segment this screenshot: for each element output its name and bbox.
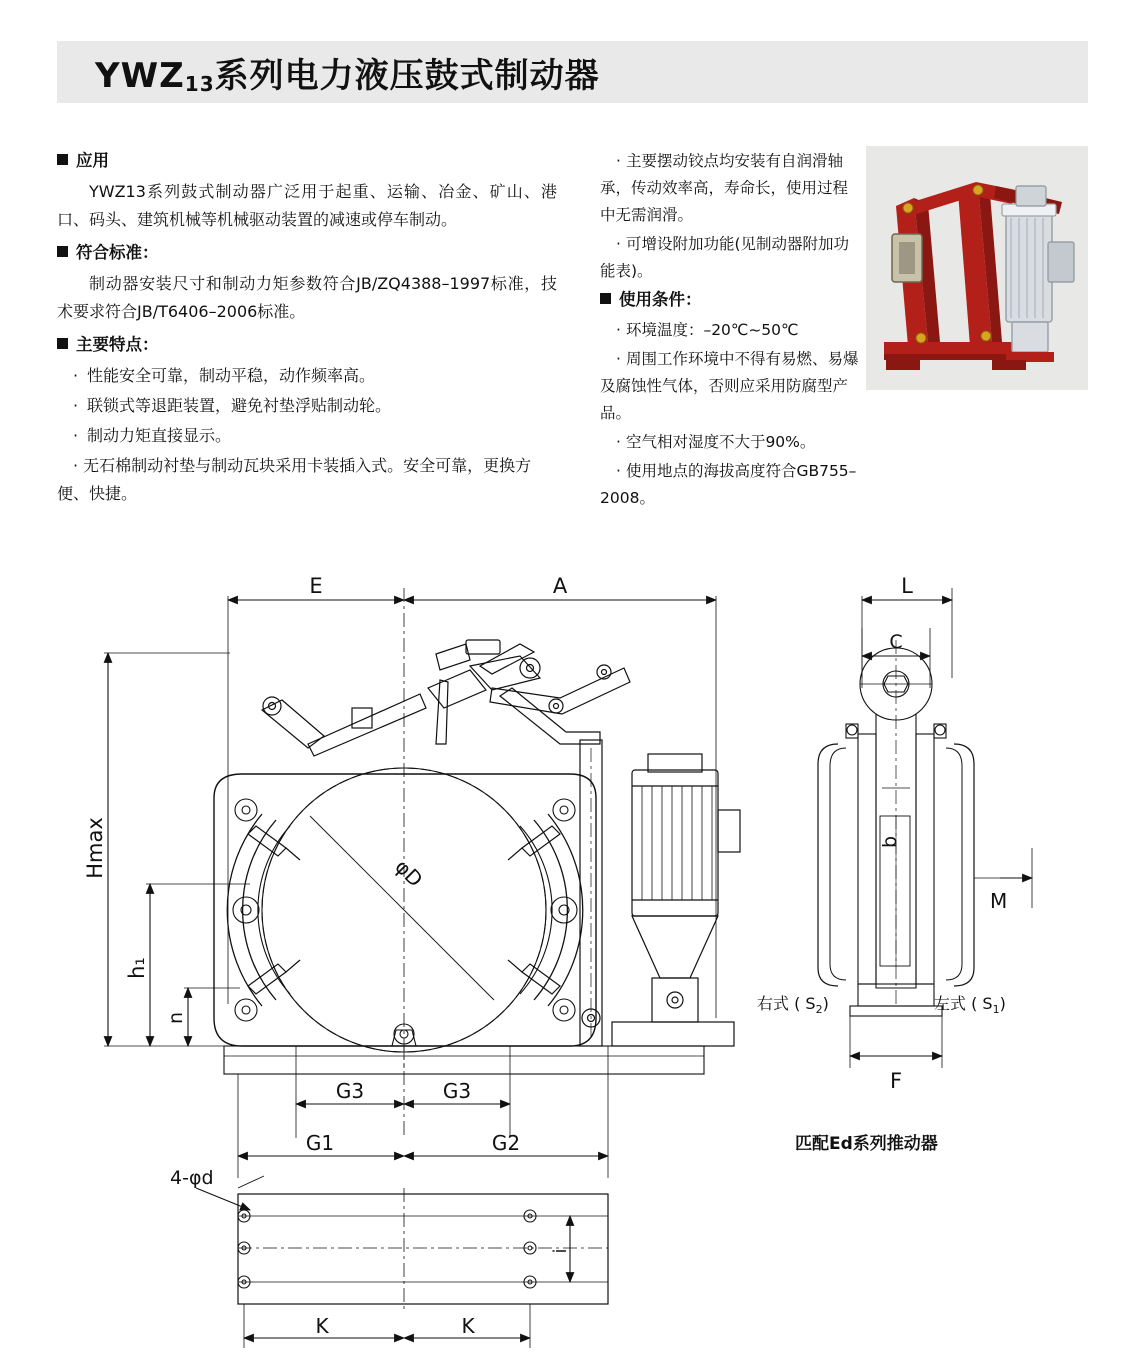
advantage-item	[600, 148, 862, 229]
advantage-item	[600, 231, 862, 285]
standards-paragraph: 制动器安装尺寸和制动力矩参数符合JB/ZQ4388–1997标准，技术要求符合JB/T6406–2006标准。	[57, 274, 557, 321]
feature-item	[57, 422, 557, 450]
dot-icon: ·	[616, 433, 621, 451]
caption-left-type-sub: 1	[992, 1003, 1000, 1017]
dim-label-phiD: φD	[390, 854, 428, 892]
section-heading-application-label: 应用	[76, 151, 109, 170]
dot-icon: ·	[73, 456, 79, 475]
condition-item-label: 环境温度：–20℃~50℃	[625, 321, 799, 339]
dot-icon: ·	[616, 235, 621, 253]
condition-item	[600, 317, 862, 344]
feature-item-label: 性能安全可靠，制动平稳，动作频率高。	[87, 366, 376, 385]
page-title-bar	[57, 41, 1088, 103]
section-heading-standards	[57, 240, 557, 266]
caption-right-type-sub: 2	[815, 1003, 823, 1017]
feature-item	[57, 452, 557, 508]
feature-item-label: 联锁式等退距装置，避免衬垫浮贴制动轮。	[87, 396, 392, 415]
condition-item-label: 周围工作环境中不得有易燃、易爆及腐蚀性气体，否则应采用防腐型产品。	[600, 350, 859, 422]
page-title-subscript: 13	[184, 71, 215, 96]
section-heading-application	[57, 148, 557, 174]
caption-right-type-end: )	[822, 994, 829, 1013]
dim-label-G3-right: G3	[442, 1079, 472, 1103]
product-photo	[866, 146, 1088, 390]
bullet-square-icon	[600, 293, 611, 304]
dim-label-M: M	[990, 889, 1008, 913]
caption-actuator-series: 匹配Ed系列推动器	[795, 1134, 938, 1154]
dim-label-i: i	[550, 1248, 571, 1254]
section-heading-standards-label: 符合标准：	[76, 243, 159, 262]
product-photo-illustration	[866, 146, 1088, 390]
section-heading-features-label: 主要特点：	[76, 335, 159, 354]
feature-item-label: 无石棉制动衬垫与制动瓦块采用卡装插入式。安全可靠，更换方便、快捷。	[57, 456, 532, 503]
condition-item	[600, 429, 862, 456]
feature-item	[57, 392, 557, 420]
dim-label-hole: 4-φd	[170, 1167, 214, 1189]
condition-item	[600, 346, 862, 427]
dim-label-G3-left: G3	[335, 1079, 365, 1103]
application-paragraph: YWZ13系列鼓式制动器广泛用于起重、运输、冶金、矿山、港口、码头、建筑机械等机械驱动装置的减速或停车制动。	[57, 182, 557, 229]
dim-label-E: E	[309, 574, 323, 598]
caption-left-type-label: 左式 ( S	[934, 994, 993, 1013]
caption-right-type	[757, 991, 829, 1016]
dim-label-C: C	[889, 631, 903, 653]
feature-item-label: 制动力矩直接显示。	[87, 426, 232, 445]
middle-text-column	[600, 148, 862, 514]
bullet-square-icon	[57, 154, 68, 165]
dim-label-Hmax: Hmax	[83, 817, 107, 879]
condition-item-label: 空气相对湿度不大于90%。	[625, 433, 816, 451]
caption-right-type-label: 右式 ( S	[757, 994, 816, 1013]
dim-label-G2: G2	[491, 1131, 521, 1155]
dim-label-n: n	[165, 1011, 187, 1025]
condition-item-label: 使用地点的海拔高度符合GB755–2008。	[600, 462, 857, 507]
section-heading-features	[57, 332, 557, 358]
page-title-rest: 系列电力液压鼓式制动器	[214, 55, 600, 96]
dot-icon: ·	[616, 350, 621, 368]
dim-label-A: A	[552, 574, 568, 598]
page-title	[95, 48, 600, 97]
dot-icon: ·	[73, 396, 79, 415]
bullet-square-icon	[57, 338, 68, 349]
bullet-square-icon	[57, 246, 68, 257]
dot-icon: ·	[616, 152, 621, 170]
dim-label-K-left: K	[315, 1314, 329, 1338]
dim-label-L: L	[901, 574, 913, 598]
dim-label-F: F	[889, 1069, 903, 1093]
dot-icon: ·	[73, 366, 79, 385]
caption-left-type	[934, 991, 1006, 1016]
condition-item	[600, 458, 862, 512]
dim-label-K-right: K	[461, 1314, 475, 1338]
dot-icon: ·	[73, 426, 79, 445]
advantage-item-label: 可增设附加功能(见制动器附加功能表)。	[600, 235, 849, 280]
section-heading-conditions	[600, 287, 862, 313]
dot-icon: ·	[616, 462, 621, 480]
technical-drawing-svg	[0, 548, 1145, 1355]
feature-item	[57, 362, 557, 390]
advantage-item-label: 主要摆动铰点均安装有自润滑轴承，传动效率高，寿命长，使用过程中无需润滑。	[600, 152, 849, 224]
technical-drawing	[0, 548, 1145, 1355]
dim-label-h1: h₁	[125, 957, 149, 979]
page-title-main: YWZ	[95, 55, 185, 96]
dot-icon: ·	[616, 321, 621, 339]
dim-label-b: b	[879, 835, 901, 849]
left-text-column	[57, 148, 557, 510]
section-heading-conditions-label: 使用条件：	[619, 290, 702, 309]
caption-left-type-end: )	[999, 994, 1006, 1013]
dim-label-G1: G1	[305, 1131, 335, 1155]
